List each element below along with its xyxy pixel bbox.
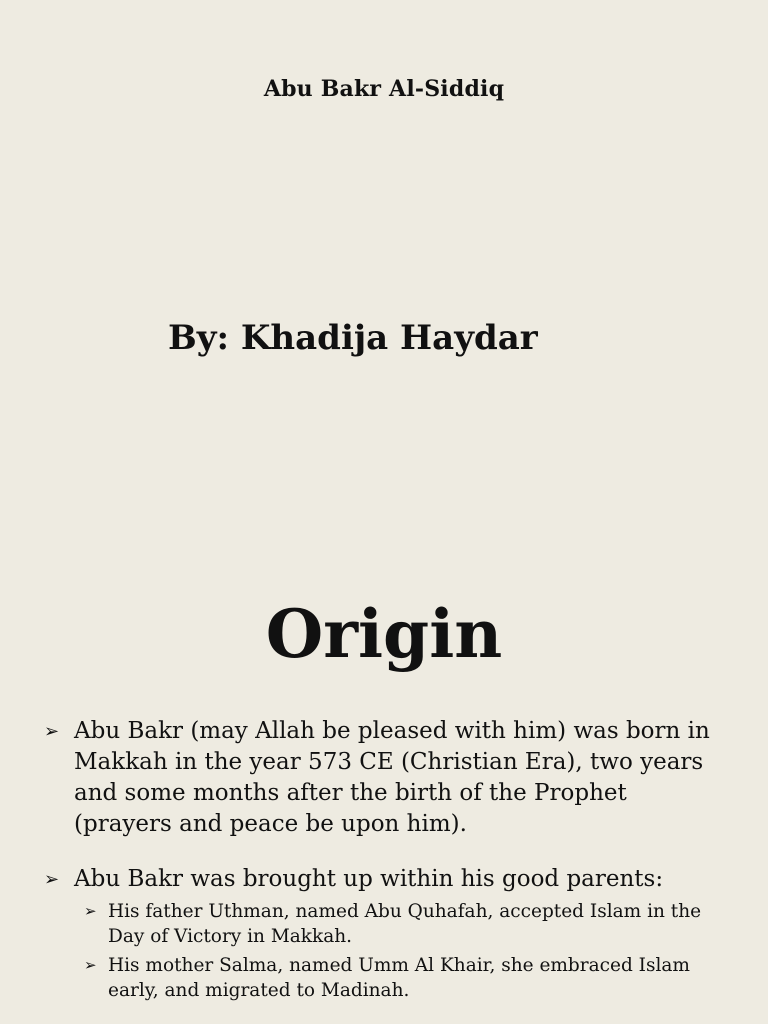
arrowhead-bullet-icon: ➢: [44, 721, 60, 742]
bullet-text: Abu Bakr (may Allah be pleased with him) was born in Makkah in the year 573 CE (Christian Era), two years and some months after the birth of the Prophet (prayers and peace be upon him).: [74, 718, 710, 837]
slide-title: Abu Bakr Al-Siddiq: [263, 76, 505, 102]
sub-bullet-mother: [84, 953, 724, 1003]
sub-bullet-father: [84, 899, 724, 949]
sub-bullet-text: His father Uthman, named Abu Quhafah, accepted Islam in the Day of Victory in Makkah.: [108, 901, 702, 947]
arrowhead-bullet-icon: ➢: [44, 869, 60, 890]
bullet-list: [44, 716, 724, 1003]
section-heading: Origin: [265, 595, 503, 673]
sub-bullet-text: His mother Salma, named Umm Al Khair, she embraced Islam early, and migrated to Madinah.: [108, 955, 690, 1001]
author-line: By: Khadija Haydar: [168, 318, 538, 358]
arrowhead-bullet-icon: ➢: [84, 956, 97, 974]
bullet-item-birth: [44, 716, 724, 840]
bullet-text: Abu Bakr was brought up within his good parents:: [74, 866, 664, 892]
arrowhead-bullet-icon: ➢: [84, 902, 97, 920]
bullet-item-parents: [44, 864, 724, 895]
